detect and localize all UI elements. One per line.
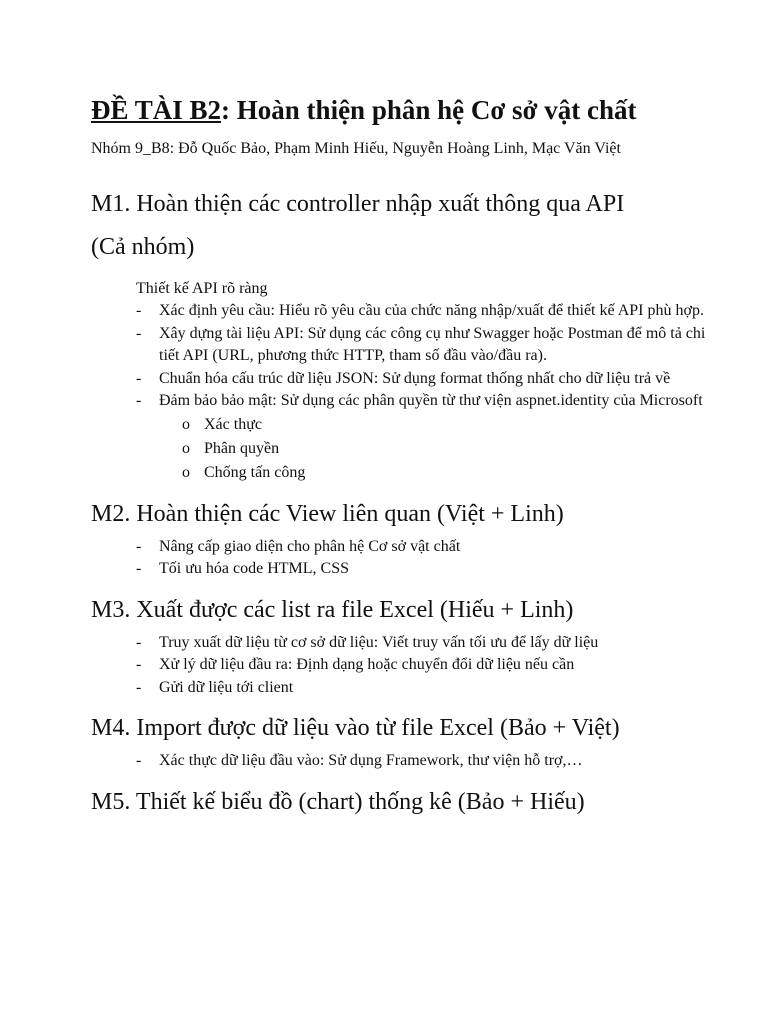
section-m1-heading-line2: (Cả nhóm)	[91, 234, 195, 260]
list-item	[91, 323, 708, 368]
list-item	[91, 536, 708, 559]
list-item-text: Truy xuất dữ liệu từ cơ sở dữ liệu: Viết truy vấn tối ưu để lấy dữ liệu	[159, 633, 599, 651]
list-item	[91, 750, 708, 773]
section-m3-heading: M3. Xuất được các list ra file Excel (Hiếu + Linh)	[91, 596, 574, 623]
dash-marker: -	[136, 633, 142, 651]
title-prefix: ĐỀ TÀI B2	[91, 95, 222, 125]
list-item-text: Chuẩn hóa cấu trúc dữ liệu JSON: Sử dụng format thống nhất cho dữ liệu trả về	[159, 369, 671, 387]
list-item-text: Xác định yêu cầu: Hiểu rõ yêu cầu của chức năng nhập/xuất để thiết kế API phù hợp.	[159, 302, 704, 319]
dash-marker: -	[136, 369, 142, 387]
dash-marker: -	[136, 752, 142, 769]
section-m2-list	[91, 536, 708, 581]
dash-marker: -	[136, 392, 142, 409]
list-item-text: Xác thực dữ liệu đầu vào: Sử dụng Framework, thư viện hỗ trợ,…	[159, 752, 583, 769]
sub-list-item	[159, 461, 708, 485]
section-m2-heading: M2. Hoàn thiện các View liên quan (Việt + Linh)	[91, 500, 564, 527]
section-m4-list	[91, 750, 708, 773]
section-m5	[91, 781, 708, 824]
dash-marker: -	[136, 678, 142, 696]
section-m3-list	[91, 632, 708, 700]
list-item-text: Nâng cấp giao diện cho phân hệ Cơ sở vật chất	[159, 537, 461, 555]
sub-list-item-text: Chống tấn công	[204, 463, 306, 481]
dash-marker: -	[136, 537, 142, 555]
list-item	[91, 390, 708, 485]
list-item	[91, 677, 708, 700]
list-item	[91, 558, 708, 581]
dash-marker: -	[136, 302, 142, 319]
title-rest: : Hoàn thiện phân hệ Cơ sở vật chất	[221, 95, 637, 125]
circle-bullet: o	[182, 415, 190, 433]
section-m1-intro: Thiết kế API rõ ràng	[136, 280, 268, 297]
sub-list-item-text: Phân quyền	[204, 439, 280, 457]
section-m1-list	[91, 300, 708, 485]
section-m1-heading-line1: M1. Hoàn thiện các controller nhập xuất thông qua API	[91, 191, 625, 217]
section-m2	[91, 493, 708, 581]
list-item	[91, 654, 708, 677]
sub-list-item-text: Xác thực	[204, 415, 262, 433]
dash-marker: -	[136, 560, 142, 577]
section-m4-heading: M4. Import được dữ liệu vào từ file Excel (Bảo + Việt)	[91, 715, 620, 741]
list-item	[91, 368, 708, 391]
list-item-text: Tối ưu hóa code HTML, CSS	[159, 560, 349, 577]
list-item-text: Xây dựng tài liệu API: Sử dụng các công cụ như Swagger hoặc Postman để mô tả chi tiết API (URL, phương thức HTTP, tham số đầu vào/đầu ra).	[159, 324, 706, 364]
list-item	[91, 300, 708, 323]
dash-marker: -	[136, 656, 142, 673]
circle-bullet: o	[182, 463, 190, 481]
sub-list-item	[159, 413, 708, 437]
dash-marker: -	[136, 324, 142, 342]
list-item-text: Gửi dữ liệu tới client	[159, 678, 294, 696]
section-m3	[91, 589, 708, 700]
section-m5-heading: M5. Thiết kế biểu đồ (chart) thống kê (Bảo + Hiếu)	[91, 788, 585, 815]
list-item-text: Đảm bảo bảo mật: Sử dụng các phân quyền từ thư viện aspnet.identity của Microsoft	[159, 392, 703, 409]
list-item	[91, 632, 708, 655]
sub-list-item	[159, 437, 708, 461]
document-title	[91, 92, 708, 128]
section-m1-heading	[91, 183, 708, 269]
section-m1-sublist	[159, 413, 708, 485]
group-members: Nhóm 9_B8: Đỗ Quốc Bảo, Phạm Minh Hiếu, Nguyễn Hoàng Linh, Mạc Văn Việt	[91, 140, 621, 157]
circle-bullet: o	[182, 439, 190, 457]
section-m4	[91, 707, 708, 773]
section-m1	[91, 183, 708, 485]
list-item-text: Xử lý dữ liệu đầu ra: Định dạng hoặc chuyển đổi dữ liệu nếu cần	[159, 656, 575, 673]
